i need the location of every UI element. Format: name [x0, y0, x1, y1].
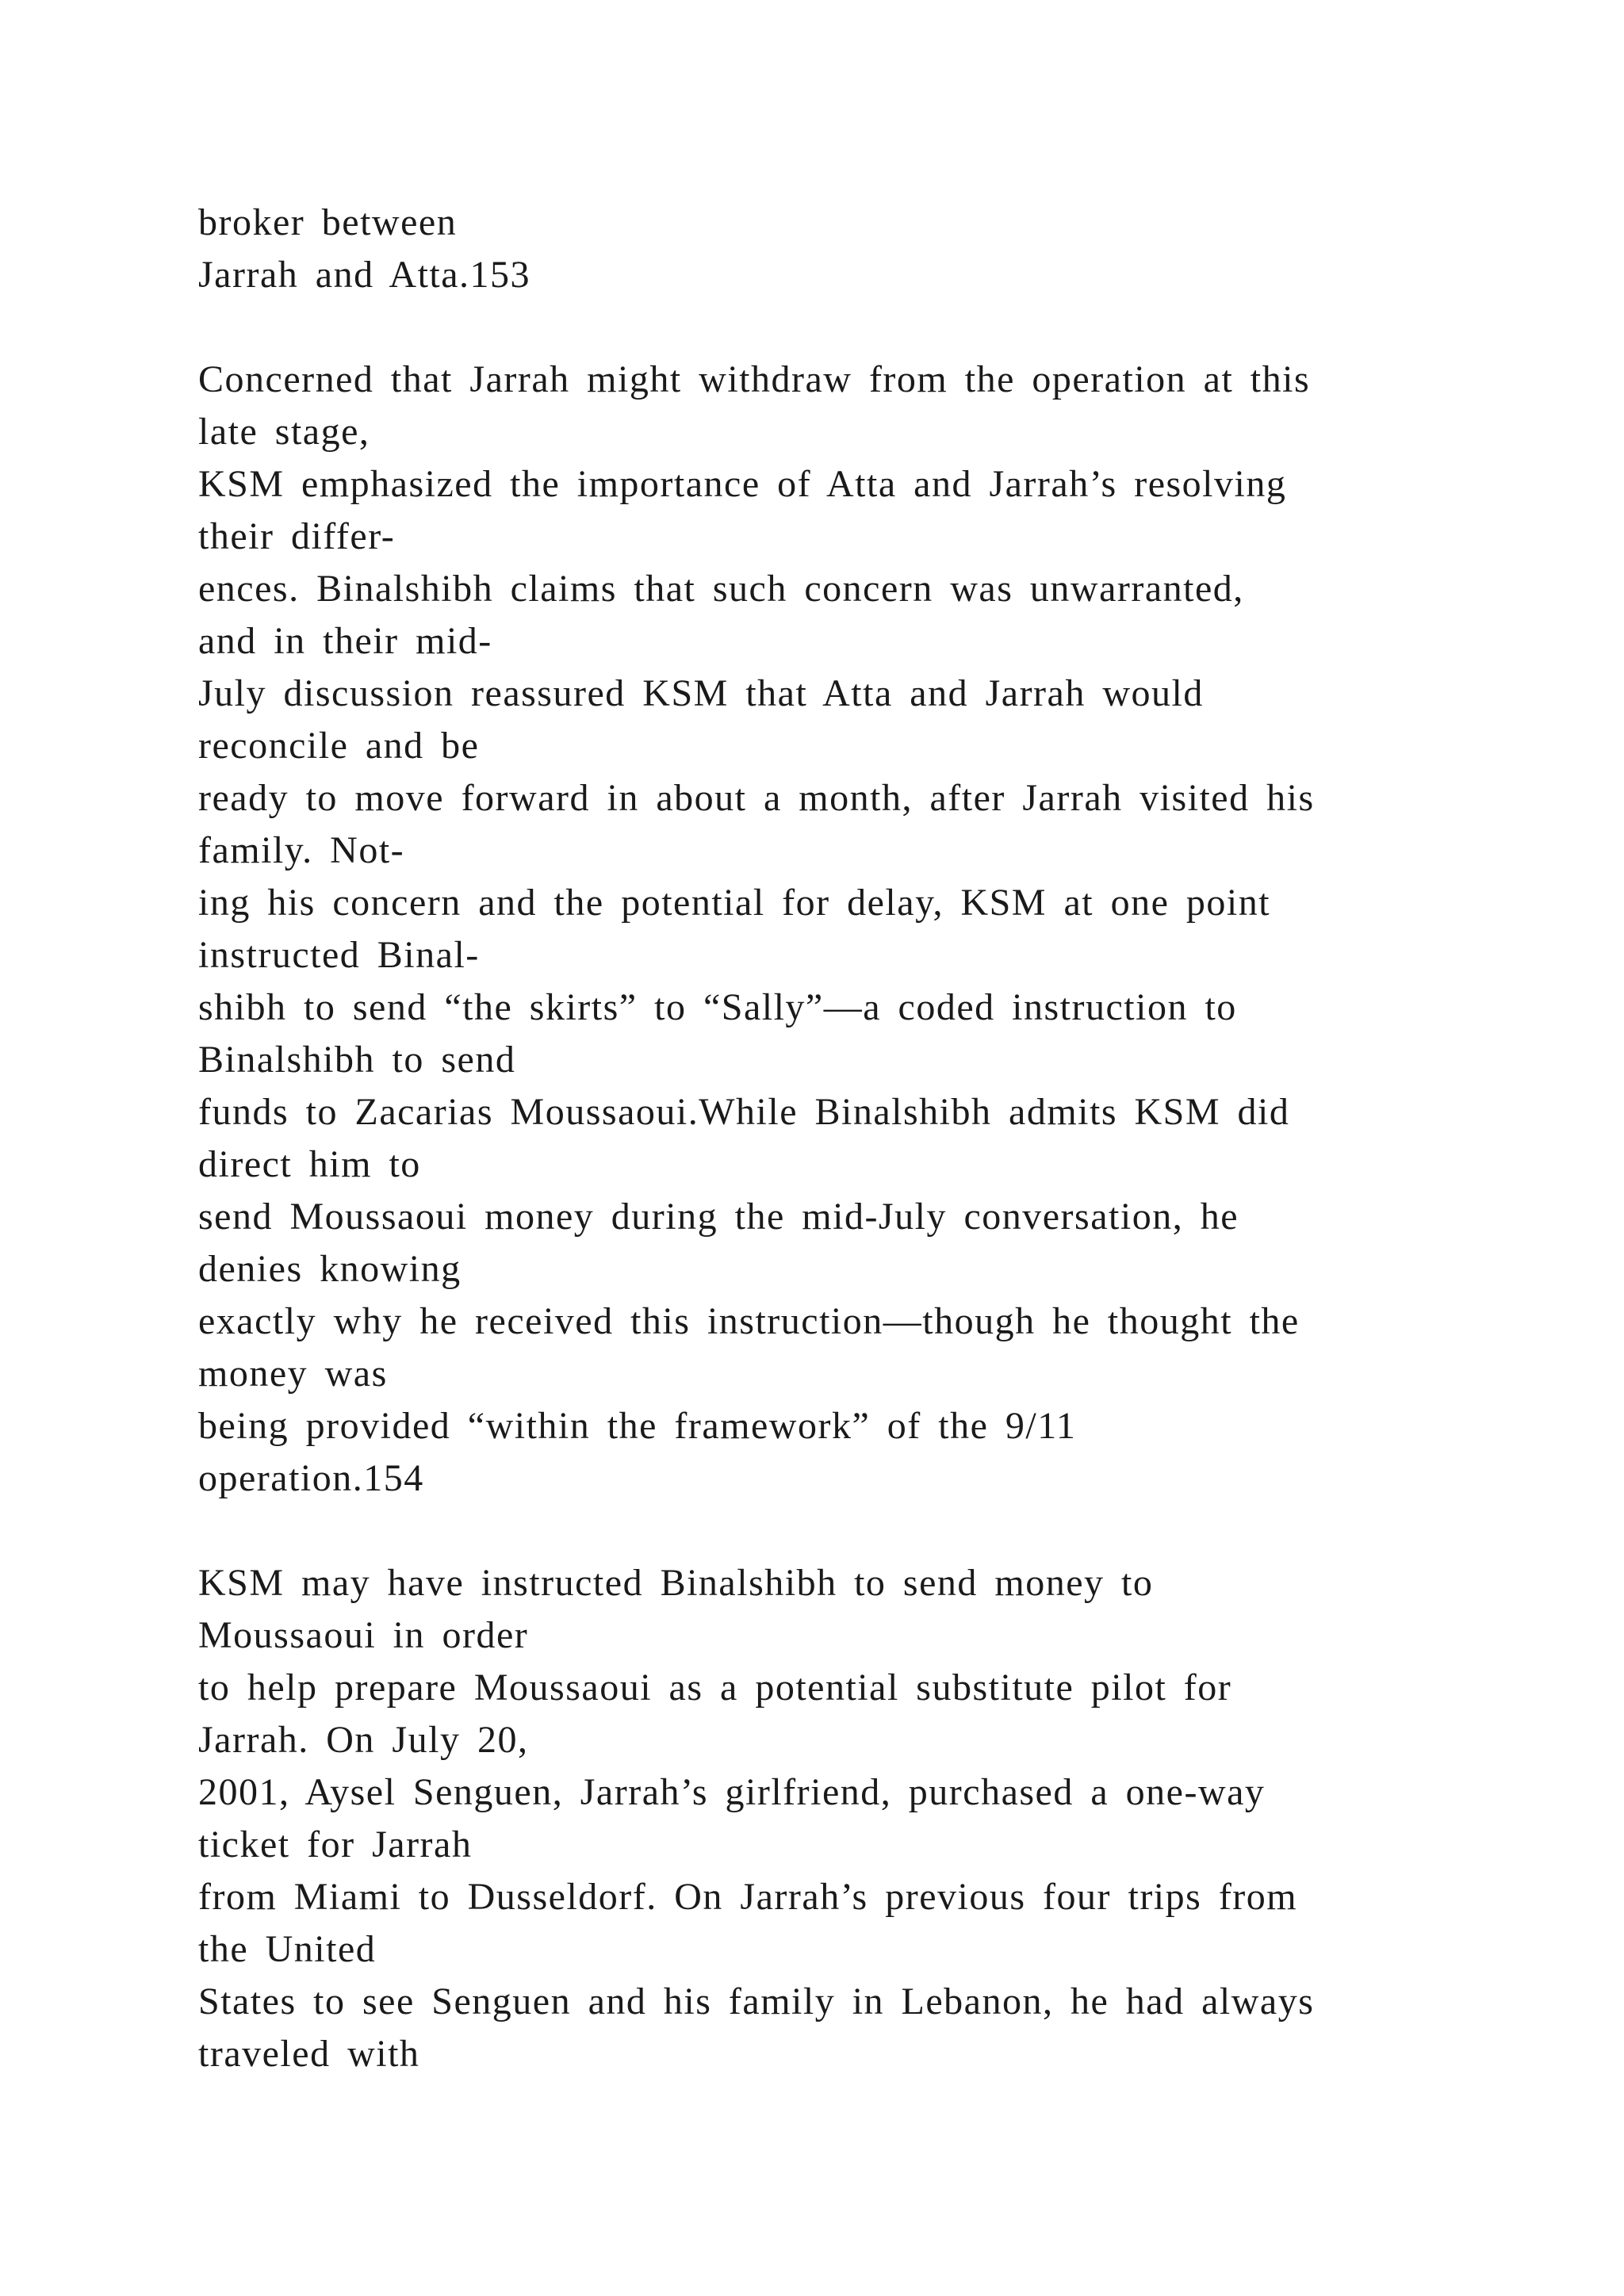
text-line: broker between: [198, 201, 458, 243]
text-line: instructed Binal-: [198, 934, 480, 976]
text-line: KSM may have instructed Binalshibh to send money to: [198, 1562, 1154, 1604]
text-line: Jarrah. On July 20,: [198, 1719, 529, 1761]
text-line: late stage,: [198, 411, 370, 453]
text-line: to help prepare Moussaoui as a potential substitute pilot for: [198, 1667, 1232, 1709]
text-line: send Moussaoui money during the mid-July conversation, he: [198, 1196, 1239, 1238]
paragraph-gap: [198, 301, 1546, 354]
text-line: July discussion reassured KSM that Atta and Jarrah would: [198, 672, 1204, 714]
text-line: ready to move forward in about a month, after Jarrah visited his: [198, 777, 1315, 819]
text-line: exactly why he received this instruction—though he thought the: [198, 1300, 1300, 1342]
text-line: ences. Binalshibh claims that such concern was unwarranted,: [198, 568, 1244, 610]
text-line: from Miami to Dusseldorf. On Jarrah’s previous four trips from: [198, 1876, 1298, 1918]
text-line: funds to Zacarias Moussaoui.While Binalshibh admits KSM did: [198, 1091, 1290, 1133]
text-line: traveled with: [198, 2033, 420, 2075]
text-line: States to see Senguen and his family in Lebanon, he had always: [198, 1980, 1315, 2022]
text-line: ticket for Jarrah: [198, 1823, 473, 1866]
paragraph: [198, 197, 1546, 301]
text-line: the United: [198, 1928, 377, 1970]
text-line: and in their mid-: [198, 620, 492, 662]
paragraph-gap: [198, 1505, 1546, 1557]
text-line: being provided “within the framework” of the 9/11: [198, 1405, 1077, 1447]
text-line: 2001, Aysel Senguen, Jarrah’s girlfriend, purchased a one-way: [198, 1771, 1266, 1813]
text-line: Jarrah and Atta.153: [198, 254, 531, 296]
text-line: KSM emphasized the importance of Atta and Jarrah’s resolving: [198, 463, 1287, 505]
paragraph: [198, 1557, 1546, 2080]
text-line: shibh to send “the skirts” to “Sally”—a coded instruction to: [198, 986, 1237, 1028]
text-line: Binalshibh to send: [198, 1039, 516, 1081]
text-line: family. Not-: [198, 829, 405, 871]
text-line: denies knowing: [198, 1248, 462, 1290]
text-line: Moussaoui in order: [198, 1614, 529, 1656]
paragraph: [198, 354, 1546, 1505]
text-line: money was: [198, 1353, 388, 1395]
text-line: ing his concern and the potential for delay, KSM at one point: [198, 882, 1271, 924]
text-line: their differ-: [198, 515, 396, 557]
text-line: reconcile and be: [198, 725, 480, 767]
text-line: direct him to: [198, 1143, 421, 1185]
text-line: operation.154: [198, 1457, 424, 1499]
text-line: Concerned that Jarrah might withdraw from the operation at this: [198, 358, 1311, 400]
document-body: [198, 197, 1546, 2080]
